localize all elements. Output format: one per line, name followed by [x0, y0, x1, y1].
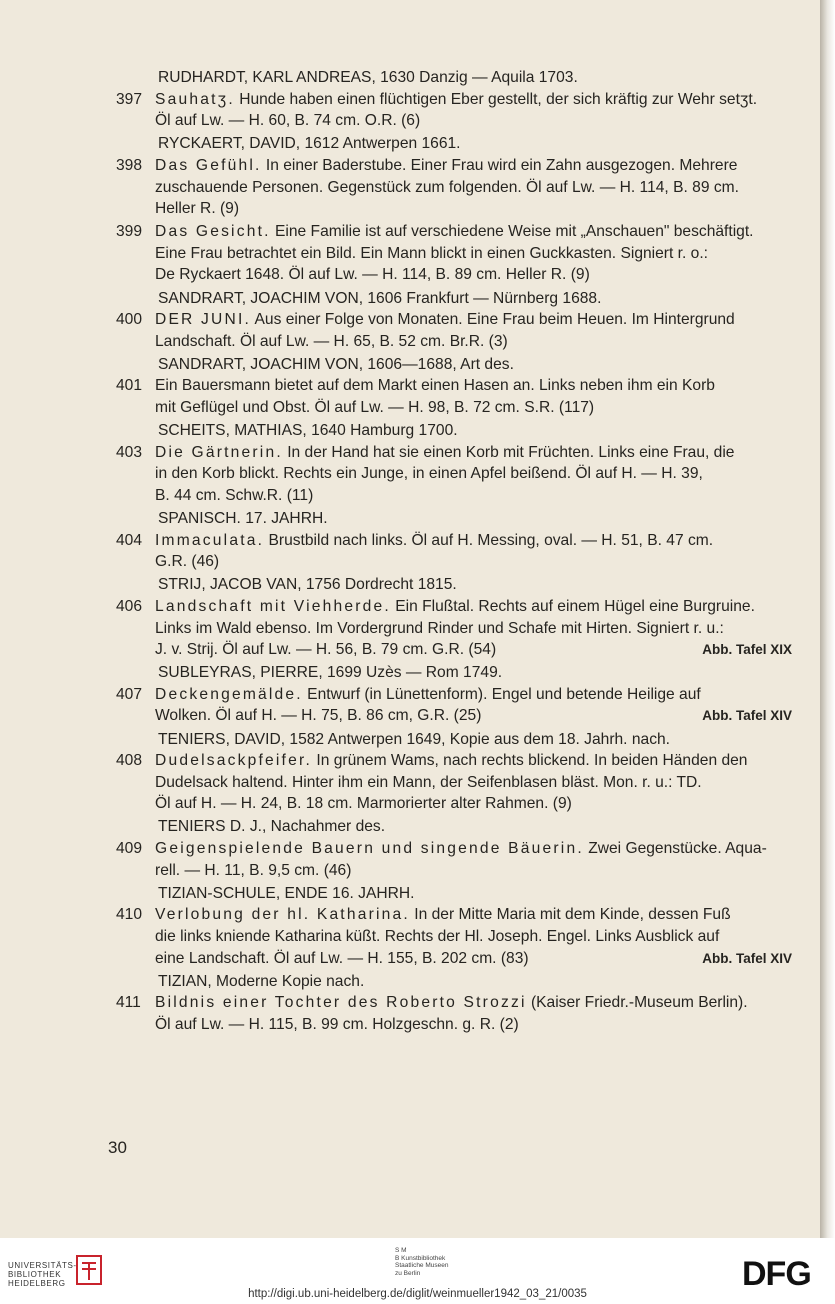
lot-description: Entwurf (in Lünettenform). Engel und betende Heilige auf — [307, 685, 701, 703]
page-edge — [820, 0, 835, 1238]
entry-text — [155, 905, 795, 925]
entry-text — [155, 178, 795, 198]
lot-description: Öl auf H. — H. 24, B. 18 cm. Marmorierter alter Rahmen. (9) — [155, 795, 572, 813]
lot-title: Bildnis einer Tochter des Roberto Strozzi — [155, 994, 527, 1012]
lot-title: Das Gefühl. — [155, 156, 262, 174]
university-line: BIBLIOTHEK — [8, 1270, 62, 1279]
lot-description: Ein Bauersmann bietet auf dem Markt einen Hasen an. Links neben ihm ein Korb — [155, 377, 715, 395]
lot-description: In einer Baderstube. Einer Frau wird ein Zahn ausgezogen. Mehrere — [265, 156, 738, 174]
lot-description: Links im Wald ebenso. Im Vordergrund Rinder und Schafe mit Hirten. Signiert r. u.: — [155, 619, 724, 637]
kunstbibliothek-logo — [395, 1247, 448, 1277]
entry-text — [155, 773, 795, 793]
artist-name: SANDRART, JOACHIM VON, 1606—1688, Art des. — [158, 355, 514, 373]
lot-number: 411 — [116, 994, 141, 1012]
lot-description: Hunde haben einen flüchtigen Eber gestellt, der sich kräftig zur Wehr setʒt. — [239, 90, 758, 108]
university-library-name — [8, 1261, 77, 1288]
entry-text — [155, 156, 795, 176]
artist-name: TIZIAN-SCHULE, ENDE 16. JAHRH. — [158, 884, 415, 902]
source-url[interactable]: http://digi.ub.uni-heidelberg.de/diglit/weinmueller1942_03_21/0035 — [248, 1288, 587, 1300]
lot-description: in den Korb blickt. Rechts ein Junge, in einen Apfel beißend. Öl auf H. — H. 39, — [155, 465, 703, 483]
university-line: HEIDELBERG — [8, 1279, 66, 1288]
lot-description: Öl auf Lw. — H. 60, B. 74 cm. O.R. (6) — [155, 112, 421, 130]
lot-description: B. 44 cm. Schw.R. (11) — [155, 486, 314, 504]
plate-reference: Abb. Tafel XIX — [702, 642, 792, 658]
artist-name: SANDRART, JOACHIM VON, 1606 Frankfurt — Nürnberg 1688. — [158, 289, 602, 307]
plate-reference: Abb. Tafel XIV — [702, 950, 792, 966]
lot-description: Aus einer Folge von Monaten. Eine Frau beim Heuen. Im Hintergrund — [254, 311, 735, 329]
lot-title: Die Gärtnerin. — [155, 443, 283, 461]
entry-text — [155, 531, 795, 551]
entry-text — [155, 111, 795, 131]
page-number: 30 — [108, 1138, 127, 1157]
entry-text — [155, 619, 795, 639]
entry-text — [155, 376, 795, 396]
lot-number: 400 — [116, 311, 143, 329]
lot-description: Zwei Gegenstücke. Aqua- — [588, 840, 767, 857]
lot-description: Eine Familie ist auf verschiedene Weise mit „Anschauen" beschäftigt. — [275, 223, 754, 241]
lot-number: 408 — [116, 752, 143, 770]
lot-number: 410 — [116, 906, 143, 924]
artist-name: SUBLEYRAS, PIERRE, 1699 Uzès — Rom 1749. — [158, 664, 503, 682]
artist-name: STRIJ, JACOB VAN, 1756 Dordrecht 1815. — [158, 576, 457, 594]
entry-text — [155, 443, 795, 463]
artist-name: TENIERS, DAVID, 1582 Antwerpen 1649, Kopie aus dem 18. Jahrh. nach. — [158, 730, 670, 748]
entry-text — [155, 222, 795, 242]
entry-text — [155, 310, 795, 330]
dfg-logo: DFG — [742, 1255, 811, 1293]
lot-description: In der Hand hat sie einen Korb mit Früchten. Links eine Frau, die — [287, 443, 735, 461]
lot-description: rell. — H. 11, B. 9,5 cm. (46) — [155, 861, 352, 879]
entry-text — [155, 244, 795, 264]
lot-number: 401 — [116, 377, 143, 395]
entry-text — [155, 486, 795, 506]
lot-description: die links kniende Katharina küßt. Rechts der Hl. Joseph. Engel. Links Ausblick auf — [155, 927, 720, 945]
lot-number: 398 — [116, 156, 143, 174]
lot-number: 403 — [116, 443, 143, 461]
entry-text — [155, 332, 795, 352]
lot-title: Sauhatʒ. — [155, 90, 235, 108]
lot-title: Dudelsackpfeifer. — [155, 752, 313, 770]
entry-text — [155, 265, 795, 285]
lot-number: 404 — [116, 531, 143, 549]
lot-description: Landschaft. Öl auf Lw. — H. 65, B. 52 cm. Br.R. (3) — [155, 332, 508, 350]
artist-name: RUDHARDT, KARL ANDREAS, 1630 Danzig — Aquila 1703. — [158, 69, 578, 86]
artist-name: SPANISCH. 17. JAHRH. — [158, 510, 328, 527]
lot-description: eine Landschaft. Öl auf Lw. — H. 155, B. 202 cm. (83) — [155, 949, 529, 967]
lot-title: Immaculata. — [155, 531, 265, 549]
entry-text — [155, 597, 795, 617]
artist-name: RYCKAERT, DAVID, 1612 Antwerpen 1661. — [158, 135, 461, 153]
lot-description: mit Geflügel und Obst. Öl auf Lw. — H. 98, B. 72 cm. S.R. (117) — [155, 399, 595, 416]
lot-number: 397 — [116, 90, 143, 108]
lot-title: DER JUNI. — [155, 311, 252, 329]
lot-description: Öl auf Lw. — H. 115, B. 99 cm. Holzgeschn. g. R. (2) — [155, 1015, 519, 1033]
lot-description: Dudelsack haltend. Hinter ihm ein Mann, der Seifenblasen bläst. Mon. r. u.: TD. — [155, 773, 702, 791]
lot-description: Wolken. Öl auf H. — H. 75, B. 86 cm, G.R. (25) — [155, 707, 482, 725]
lot-description: zuschauende Personen. Gegenstück zum folgenden. Öl auf Lw. — H. 114, B. 89 cm. — [155, 178, 739, 196]
artist-name: TENIERS D. J., Nachahmer des. — [158, 818, 386, 836]
entry-text — [155, 993, 795, 1013]
lot-title: Geigenspielende Bauern und singende Bäuerin. — [155, 840, 584, 857]
lot-description: (Kaiser Friedr.-Museum Berlin). — [530, 994, 748, 1012]
entry-text — [155, 861, 795, 881]
library-line: B Kunstbibliothek — [395, 1254, 446, 1262]
entry-text — [155, 199, 795, 219]
library-line: zu Berlin — [395, 1269, 421, 1277]
lot-description: Brustbild nach links. Öl auf H. Messing, oval. — H. 51, B. 47 cm. — [268, 531, 714, 549]
library-line: S M — [395, 1247, 407, 1254]
artist-name: SCHEITS, MATHIAS, 1640 Hamburg 1700. — [158, 422, 458, 440]
entry-text — [155, 552, 795, 572]
entry-text — [155, 839, 795, 859]
university-line: UNIVERSITÄTS- — [8, 1261, 77, 1270]
lot-title: Landschaft mit Viehherde. — [155, 597, 391, 615]
lot-description: Ein Flußtal. Rechts auf einem Hügel eine Burgruine. — [395, 597, 755, 615]
entry-text — [155, 464, 795, 484]
lot-description: In der Mitte Maria mit dem Kinde, dessen Fuß — [414, 906, 731, 924]
entry-text — [155, 685, 795, 705]
lot-description: J. v. Strij. Öl auf Lw. — H. 56, B. 79 cm. G.R. (54) — [155, 641, 497, 659]
lot-description: Heller R. (9) — [155, 200, 240, 218]
lot-title: Das Gesicht. — [155, 223, 271, 241]
entry-text — [155, 1015, 795, 1035]
lot-number: 406 — [116, 597, 143, 615]
lot-description: In grünem Wams, nach rechts blickend. In beiden Händen den — [316, 752, 748, 770]
entry-text — [155, 398, 795, 418]
lot-description: De Ryckaert 1648. Öl auf Lw. — H. 114, B. 89 cm. Heller R. (9) — [155, 266, 590, 284]
lot-number: 399 — [116, 223, 143, 241]
library-line: Staatliche Museen — [395, 1262, 449, 1270]
entry-text — [155, 90, 795, 110]
lot-description: Eine Frau betrachtet ein Bild. Ein Mann blickt in einen Guckkasten. Signiert r. o.: — [155, 244, 708, 262]
lot-number: 407 — [116, 685, 143, 703]
entry-text — [155, 927, 795, 947]
lot-title: Verlobung der hl. Katharina. — [155, 906, 410, 924]
lot-description: G.R. (46) — [155, 553, 220, 571]
artist-name: TIZIAN, Moderne Kopie nach. — [158, 972, 365, 990]
lot-title: Deckengemälde. — [155, 685, 303, 703]
lot-number: 409 — [116, 840, 143, 857]
university-logo-icon — [76, 1255, 102, 1285]
entry-text — [155, 751, 795, 771]
plate-reference: Abb. Tafel XIV — [702, 708, 792, 724]
entry-text — [155, 794, 795, 814]
